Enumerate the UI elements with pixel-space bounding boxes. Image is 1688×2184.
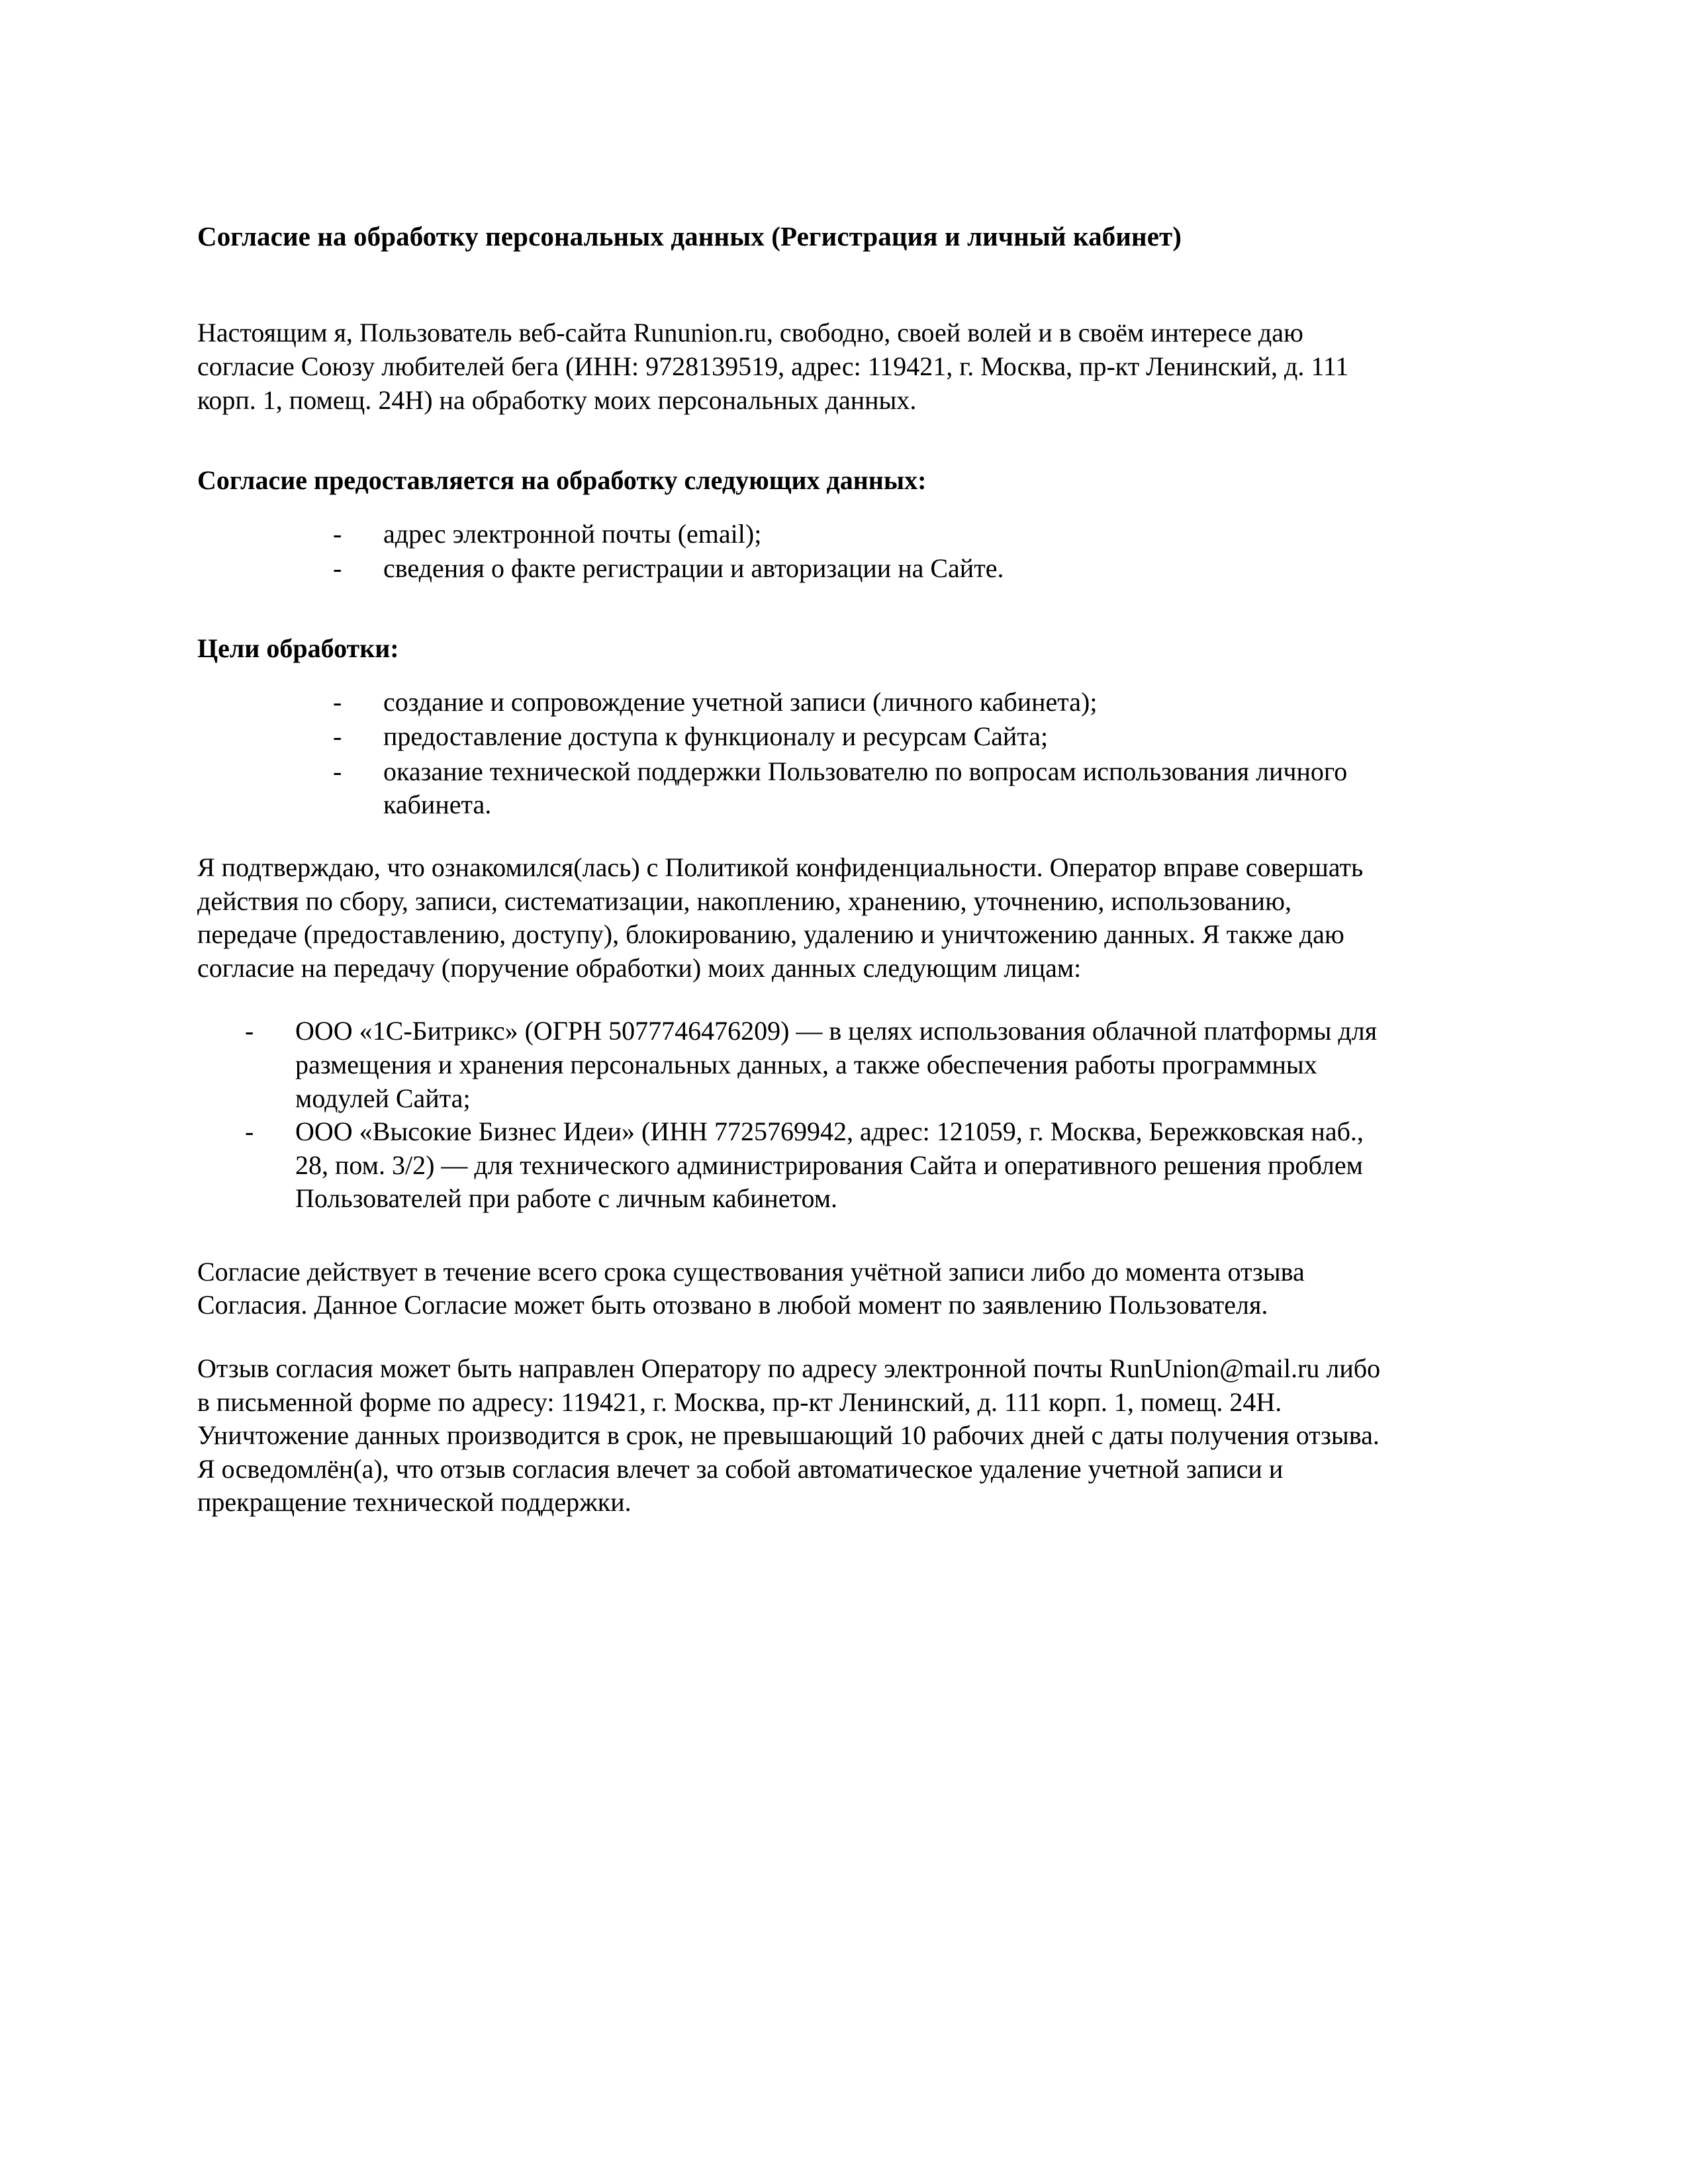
- list-spacer: [197, 1236, 1389, 1255]
- data-section-heading: Согласие предоставляется на обработку следующих данных:: [197, 465, 927, 496]
- list-item-label: оказание технической поддержки Пользователю по вопросам использования личного кабинета.: [383, 756, 1348, 820]
- list-item: [245, 1115, 1389, 1216]
- revocation-paragraph: Отзыв согласия может быть направлен Оператору по адресу электронной почты RunUnion@mail.ru либо в письменной форме по адресу: 119421, г. Москва, пр-кт Ленинский, д. 111 корп. 1, помещ. 24Н. Уничтожение данных производится в срок, не превышающий 10 рабочих дней с даты получения отзыва. Я осведомлён(а), что отзыв согласия влечет за собой автоматическое удаление учетной записи и прекращение технической поддержки.: [197, 1353, 1381, 1518]
- purposes-section-list: [197, 686, 1389, 822]
- bullet-dash-icon: -: [333, 518, 342, 549]
- paragraph-spacer: [197, 1343, 1389, 1352]
- title-spacer: [197, 253, 1389, 316]
- confirmation-paragraph: Я подтверждаю, что ознакомился(лась) с Политикой конфиденциальности. Оператор вправе совершать действия по сбору, записи, систематизации, накоплению, хранению, уточнению, использованию, передаче (предоставлению, доступу), блокированию, удалению и уничтожению данных. Я также даю согласие на передачу (поручение обработки) моих данных следующим лицам:: [197, 852, 1364, 983]
- list-item: [333, 755, 1389, 822]
- bullet-dash-icon: -: [333, 721, 342, 752]
- list-item-label: сведения о факте регистрации и авторизации на Сайте.: [383, 553, 1004, 584]
- list-item: [333, 518, 1389, 551]
- bullet-dash-icon: -: [333, 553, 342, 584]
- list-item-label: ООО «1С-Битрикс» (ОГРН 5077746476209) — в целях использования облачной платформы для размещения и хранения персональных данных, а также обеспечения работы программных модулей Сайта;: [295, 1016, 1378, 1113]
- third-parties-list: [197, 1015, 1389, 1216]
- bullet-dash-icon: -: [245, 1016, 254, 1046]
- bullet-dash-icon: -: [245, 1116, 254, 1147]
- document-body: [197, 220, 1389, 1520]
- purposes-section-heading: Цели обработки:: [197, 633, 399, 663]
- bullet-dash-icon: -: [333, 686, 342, 717]
- list-spacer: [197, 842, 1389, 851]
- intro-paragraph: Настоящим я, Пользователь веб-сайта Rununion.ru, свободно, своей волей и в своём интересе даю согласие Союзу любителей бега (ИНН: 9728139519, адрес: 119421, г. Москва, пр-кт Ленинский, д. 111 корп. 1, помещ. 24Н) на обработку моих персональных данных.: [197, 318, 1349, 415]
- list-item: [245, 1015, 1389, 1115]
- list-item: [333, 720, 1389, 754]
- data-section-list: [197, 518, 1389, 586]
- bullet-dash-icon: -: [333, 756, 342, 786]
- paragraph-spacer: [197, 437, 1389, 447]
- list-item-label: адрес электронной почты (email);: [383, 518, 762, 549]
- list-item-label: создание и сопровождение учетной записи (личного кабинета);: [383, 686, 1098, 717]
- list-spacer: [197, 606, 1389, 615]
- list-item: [333, 552, 1389, 586]
- list-item: [333, 686, 1389, 719]
- validity-paragraph: Согласие действует в течение всего срока существования учётной записи либо до момента отзыва Согласия. Данное Согласие может быть отозвано в любой момент по заявлению Пользователя.: [197, 1256, 1305, 1320]
- paragraph-spacer: [197, 1005, 1389, 1015]
- list-item-label: ООО «Высокие Бизнес Идеи» (ИНН 7725769942, адрес: 121059, г. Москва, Бережковская наб., 28, пом. 3/2) — для технического администрирования Сайта и оперативного решения проблем Пользователей при работе с личным кабинетом.: [295, 1116, 1364, 1214]
- list-item-label: предоставление доступа к функционалу и ресурсам Сайта;: [383, 721, 1049, 752]
- page-title: Согласие на обработку персональных данных (Регистрация и личный кабинет): [197, 221, 1182, 251]
